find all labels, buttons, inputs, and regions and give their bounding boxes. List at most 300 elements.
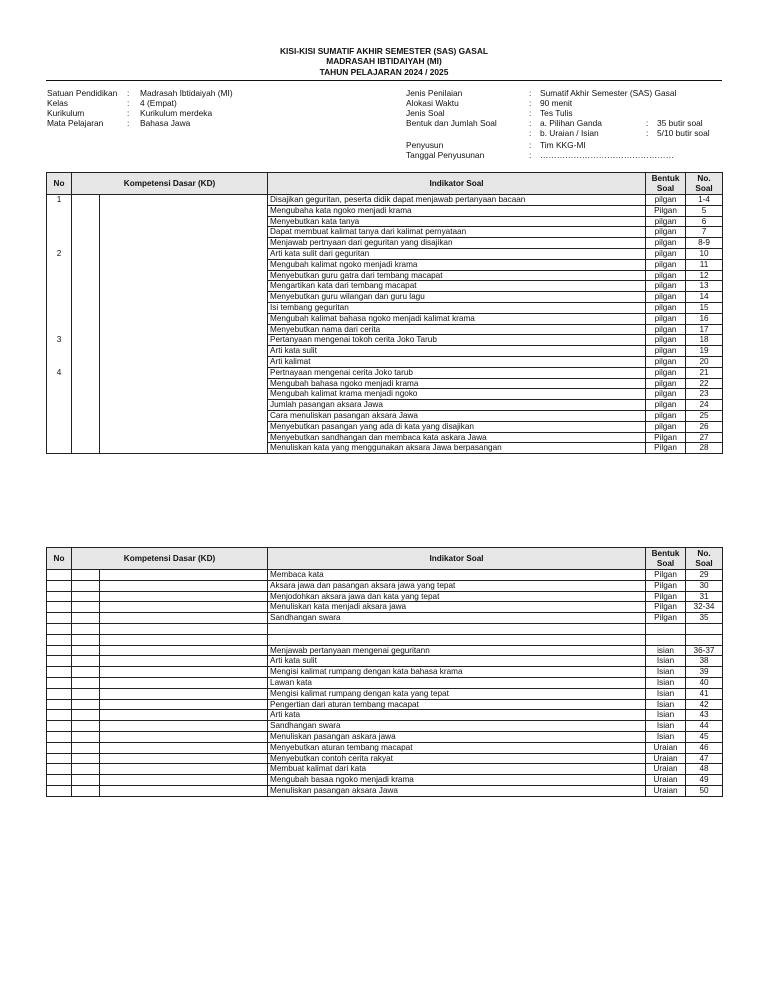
row-nomor: 11 (686, 259, 723, 270)
row-nomor: 46 (686, 742, 723, 753)
row-no (47, 775, 72, 786)
row-bentuk: pilgan (646, 389, 686, 400)
row-nomor: 31 (686, 591, 723, 602)
row-kd-detail (100, 688, 268, 699)
colon: : (529, 98, 532, 108)
row-kd (72, 785, 100, 796)
table-row (47, 356, 723, 367)
row-indikator: Mengubaha kata ngoko menjadi krama (268, 205, 646, 216)
row-nomor: 15 (686, 302, 723, 313)
table-row (47, 742, 723, 753)
row-indikator: Arti kata sulit dari geguritan (268, 248, 646, 259)
row-kd-detail (100, 570, 268, 581)
row-bentuk (646, 634, 686, 645)
row-indikator: Pengertian dari aturan tembang macapat (268, 699, 646, 710)
row-bentuk: Isian (646, 677, 686, 688)
row-no (47, 281, 72, 292)
row-indikator: Mengisi kalimat rumpang dengan kata yang tepat (268, 688, 646, 699)
row-nomor: 26 (686, 421, 723, 432)
row-no (47, 324, 72, 335)
table-row (47, 281, 723, 292)
row-indikator: Menuliskan pasangan askara jawa (268, 731, 646, 742)
row-indikator: Mengisi kalimat rumpang dengan kata bahasa krama (268, 667, 646, 678)
row-nomor: 12 (686, 270, 723, 281)
row-indikator: Menuliskan kata menjadi aksara jawa (268, 602, 646, 613)
info-label: Jenis Soal (406, 108, 445, 118)
row-kd (72, 623, 100, 634)
row-bentuk: Uraian (646, 742, 686, 753)
table-row (47, 753, 723, 764)
table-row (47, 335, 723, 346)
row-kd (72, 195, 100, 206)
row-kd-detail (100, 721, 268, 732)
row-indikator: Mengubah kalimat krama menjadi ngoko (268, 389, 646, 400)
table-row (47, 270, 723, 281)
row-bentuk: Isian (646, 731, 686, 742)
row-no (47, 302, 72, 313)
header-divider (46, 80, 722, 81)
table-row (47, 677, 723, 688)
row-kd (72, 205, 100, 216)
table-row (47, 259, 723, 270)
info-value: Madrasah Ibtidaiyah (MI) (140, 88, 233, 98)
colon: : (646, 118, 649, 128)
row-indikator: Menyebutkan kata tanya (268, 216, 646, 227)
row-nomor: 35 (686, 613, 723, 624)
row-kd (72, 645, 100, 656)
row-no (47, 667, 72, 678)
row-kd-detail (100, 324, 268, 335)
row-kd-detail (100, 356, 268, 367)
colon: : (529, 88, 532, 98)
table-row (47, 302, 723, 313)
row-indikator (268, 634, 646, 645)
info-label: Penyusun (406, 140, 444, 150)
row-kd (72, 667, 100, 678)
info-value: ………………………………………… (540, 150, 674, 160)
row-kd (72, 302, 100, 313)
row-kd (72, 613, 100, 624)
row-kd (72, 432, 100, 443)
row-kd-detail (100, 602, 268, 613)
row-kd (72, 753, 100, 764)
row-nomor: 23 (686, 389, 723, 400)
row-bentuk: pilgan (646, 378, 686, 389)
row-kd-detail (100, 764, 268, 775)
row-bentuk: Isian (646, 699, 686, 710)
row-kd (72, 677, 100, 688)
row-indikator: Mengubah basaa ngoko menjadi krama (268, 775, 646, 786)
row-kd-detail (100, 367, 268, 378)
row-kd-detail (100, 699, 268, 710)
row-kd-detail (100, 623, 268, 634)
row-no (47, 238, 72, 249)
info-value: a. Pilihan Ganda (540, 118, 602, 128)
row-indikator: Cara menuliskan pasangan aksara Jawa (268, 410, 646, 421)
table-row (47, 699, 723, 710)
row-nomor: 16 (686, 313, 723, 324)
info-value-count: 5/10 butir soal (657, 128, 710, 138)
row-bentuk: Pilgan (646, 602, 686, 613)
row-no (47, 645, 72, 656)
colon: : (646, 128, 649, 138)
row-bentuk: Uraian (646, 753, 686, 764)
row-kd-detail (100, 667, 268, 678)
header-bentuk: Bentuk Soal (646, 173, 686, 195)
row-no (47, 613, 72, 624)
row-bentuk: Isian (646, 667, 686, 678)
row-no (47, 580, 72, 591)
row-nomor: 6 (686, 216, 723, 227)
row-kd-detail (100, 645, 268, 656)
row-indikator: Mengubah kalimat bahasa ngoko menjadi kalimat krama (268, 313, 646, 324)
table-row (47, 410, 723, 421)
table-row (47, 432, 723, 443)
info-value-count: 35 butir soal (657, 118, 703, 128)
row-no (47, 753, 72, 764)
row-kd-detail (100, 591, 268, 602)
table-row (47, 292, 723, 303)
row-nomor: 38 (686, 656, 723, 667)
row-indikator: Arti kata sulit (268, 656, 646, 667)
row-indikator: Menyebutkan pasangan yang ada di kata yang disajikan (268, 421, 646, 432)
table-row (47, 443, 723, 454)
row-bentuk: pilgan (646, 410, 686, 421)
table-row (47, 580, 723, 591)
header-indikator: Indikator Soal (268, 173, 646, 195)
row-kd (72, 389, 100, 400)
row-no (47, 205, 72, 216)
row-indikator: Isi tembang geguritan (268, 302, 646, 313)
row-bentuk: pilgan (646, 195, 686, 206)
row-kd (72, 346, 100, 357)
table-row (47, 775, 723, 786)
table-row (47, 313, 723, 324)
row-indikator: Arti kalimat (268, 356, 646, 367)
row-kd (72, 656, 100, 667)
row-kd-detail (100, 346, 268, 357)
row-bentuk: Uraian (646, 785, 686, 796)
row-no (47, 623, 72, 634)
colon: : (529, 140, 532, 150)
info-left (47, 88, 377, 132)
row-indikator: Menyebutkan aturan tembang macapat (268, 742, 646, 753)
row-kd (72, 731, 100, 742)
table-row (47, 721, 723, 732)
row-kd-detail (100, 580, 268, 591)
row-bentuk: Pilgan (646, 432, 686, 443)
row-indikator: Menyebutkan nama dari cerita (268, 324, 646, 335)
row-kd (72, 292, 100, 303)
row-nomor: 39 (686, 667, 723, 678)
kisi-table-2 (46, 547, 723, 797)
row-indikator: Pertnayaan mengenai cerita Joko tarub (268, 367, 646, 378)
table-row (47, 367, 723, 378)
row-nomor: 1-4 (686, 195, 723, 206)
table-row (47, 248, 723, 259)
row-bentuk: Pilgan (646, 205, 686, 216)
row-kd (72, 634, 100, 645)
table-row (47, 227, 723, 238)
row-bentuk: pilgan (646, 281, 686, 292)
row-bentuk: pilgan (646, 313, 686, 324)
info-label: Mata Pelajaran (47, 118, 104, 128)
table-header-row (47, 548, 723, 570)
row-bentuk: pilgan (646, 248, 686, 259)
row-indikator: Membuat kalimat dari kata (268, 764, 646, 775)
row-no (47, 313, 72, 324)
row-kd-detail (100, 302, 268, 313)
row-kd-detail (100, 656, 268, 667)
row-no: 3 (47, 335, 72, 346)
table-row (47, 764, 723, 775)
header-no: No (47, 548, 72, 570)
title-line-3: TAHUN PELAJARAN 2024 / 2025 (319, 66, 449, 77)
row-bentuk: Pilgan (646, 580, 686, 591)
info-right (406, 88, 722, 162)
row-no (47, 688, 72, 699)
header-bentuk: Bentuk Soal (646, 548, 686, 570)
row-nomor: 45 (686, 731, 723, 742)
colon: : (529, 118, 532, 128)
row-bentuk: pilgan (646, 238, 686, 249)
row-indikator: Menyebutkan guru wilangan dan guru lagu (268, 292, 646, 303)
row-indikator: Menuliskan kata yang menggunakan aksara Jawa berpasangan (268, 443, 646, 454)
table-row (47, 238, 723, 249)
colon: : (529, 108, 532, 118)
title-line-2: MADRASAH IBTIDAIYAH (MI) (326, 56, 442, 67)
row-bentuk (646, 623, 686, 634)
row-kd (72, 721, 100, 732)
row-no: 2 (47, 248, 72, 259)
table-row (47, 216, 723, 227)
row-nomor: 21 (686, 367, 723, 378)
row-kd (72, 688, 100, 699)
table-row (47, 346, 723, 357)
row-kd-detail (100, 216, 268, 227)
row-indikator: Arti kata (268, 710, 646, 721)
row-kd (72, 710, 100, 721)
row-nomor: 49 (686, 775, 723, 786)
row-kd (72, 335, 100, 346)
row-no (47, 656, 72, 667)
row-kd-detail (100, 443, 268, 454)
row-bentuk: Pilgan (646, 443, 686, 454)
info-value: Sumatif Akhir Semester (SAS) Gasal (540, 88, 677, 98)
row-no (47, 216, 72, 227)
row-kd (72, 356, 100, 367)
row-kd-detail (100, 227, 268, 238)
row-no: 1 (47, 195, 72, 206)
row-nomor: 20 (686, 356, 723, 367)
row-kd-detail (100, 634, 268, 645)
info-value: Tim KKG-MI (540, 140, 586, 150)
table-header-row (47, 173, 723, 195)
row-bentuk: pilgan (646, 346, 686, 357)
row-no (47, 634, 72, 645)
row-kd-detail (100, 335, 268, 346)
row-kd (72, 270, 100, 281)
row-kd (72, 602, 100, 613)
row-kd (72, 400, 100, 411)
row-bentuk: Uraian (646, 775, 686, 786)
row-indikator: Menjodohkan aksara jawa dan kata yang tepat (268, 591, 646, 602)
row-bentuk: Pilgan (646, 591, 686, 602)
table-row (47, 421, 723, 432)
row-no (47, 346, 72, 357)
info-value: 4 (Empat) (140, 98, 177, 108)
row-kd (72, 764, 100, 775)
colon: : (529, 128, 532, 138)
row-no (47, 699, 72, 710)
row-nomor: 18 (686, 335, 723, 346)
row-indikator: Lawan kata (268, 677, 646, 688)
row-no (47, 410, 72, 421)
row-no (47, 731, 72, 742)
row-bentuk: pilgan (646, 356, 686, 367)
table-2-body (47, 570, 723, 797)
row-nomor: 50 (686, 785, 723, 796)
row-kd (72, 259, 100, 270)
row-kd-detail (100, 248, 268, 259)
row-indikator: Arti kata sulit (268, 346, 646, 357)
row-no (47, 591, 72, 602)
table-1-body (47, 195, 723, 454)
info-label: Tanggal Penyusunan (406, 150, 485, 160)
row-kd (72, 591, 100, 602)
row-nomor (686, 623, 723, 634)
row-no (47, 721, 72, 732)
row-no (47, 227, 72, 238)
table-row (47, 389, 723, 400)
row-bentuk: Isian (646, 688, 686, 699)
row-no (47, 570, 72, 581)
header-nomor: No. Soal (686, 548, 723, 570)
row-bentuk: pilgan (646, 324, 686, 335)
row-nomor: 36-37 (686, 645, 723, 656)
table-row (47, 688, 723, 699)
row-kd (72, 699, 100, 710)
row-no (47, 677, 72, 688)
row-no (47, 432, 72, 443)
table-row (47, 602, 723, 613)
row-kd-detail (100, 421, 268, 432)
row-kd (72, 238, 100, 249)
row-nomor: 41 (686, 688, 723, 699)
info-label: Kurikulum (47, 108, 85, 118)
row-bentuk: pilgan (646, 302, 686, 313)
row-kd (72, 580, 100, 591)
row-indikator: Membaca kata (268, 570, 646, 581)
header-indikator: Indikator Soal (268, 548, 646, 570)
row-nomor: 28 (686, 443, 723, 454)
row-no (47, 742, 72, 753)
row-no (47, 443, 72, 454)
row-kd-detail (100, 410, 268, 421)
colon: : (529, 150, 532, 160)
row-nomor: 5 (686, 205, 723, 216)
colon: : (127, 88, 130, 98)
row-nomor: 30 (686, 580, 723, 591)
header-kd: Kompetensi Dasar (KD) (72, 548, 268, 570)
row-nomor: 13 (686, 281, 723, 292)
row-bentuk: pilgan (646, 227, 686, 238)
row-indikator: Menuliskan pasangan aksara Jawa (268, 785, 646, 796)
row-indikator: Pertanyaan mengenai tokoh cerita Joko Tarub (268, 335, 646, 346)
row-bentuk: Pilgan (646, 570, 686, 581)
info-label: Kelas (47, 98, 68, 108)
row-nomor: 29 (686, 570, 723, 581)
table-row (47, 570, 723, 581)
row-kd (72, 570, 100, 581)
row-indikator: Menyebutkan guru gatra dari tembang macapat (268, 270, 646, 281)
row-no (47, 710, 72, 721)
table-row (47, 400, 723, 411)
row-nomor: 47 (686, 753, 723, 764)
row-bentuk: Isian (646, 710, 686, 721)
row-no: 4 (47, 367, 72, 378)
header-kd: Kompetensi Dasar (KD) (72, 173, 268, 195)
row-nomor: 48 (686, 764, 723, 775)
table-row (47, 205, 723, 216)
info-label: Bentuk dan Jumlah Soal (406, 118, 497, 128)
colon: : (127, 98, 130, 108)
row-indikator: Mengartikan kata dari tembang macapat (268, 281, 646, 292)
row-kd (72, 742, 100, 753)
table-row (47, 591, 723, 602)
row-kd-detail (100, 389, 268, 400)
row-nomor: 19 (686, 346, 723, 357)
row-kd-detail (100, 292, 268, 303)
row-indikator: Disajikan geguritan, peserta didik dapat menjawab pertanyaan bacaan (268, 195, 646, 206)
table-row (47, 710, 723, 721)
row-indikator: Menjawab pertnyaan dari geguritan yang disajikan (268, 238, 646, 249)
row-nomor: 27 (686, 432, 723, 443)
row-kd-detail (100, 400, 268, 411)
row-kd (72, 410, 100, 421)
row-bentuk: isian (646, 645, 686, 656)
row-bentuk: pilgan (646, 400, 686, 411)
table-row (47, 656, 723, 667)
info-value: Tes Tulis (540, 108, 573, 118)
row-bentuk: pilgan (646, 367, 686, 378)
row-nomor: 44 (686, 721, 723, 732)
row-indikator: Menyebutkan sandhangan dan membaca kata askara Jawa (268, 432, 646, 443)
row-indikator: Jumlah pasangan aksara Jawa (268, 400, 646, 411)
row-no (47, 356, 72, 367)
table-row (47, 645, 723, 656)
table-row (47, 195, 723, 206)
row-no (47, 389, 72, 400)
row-no (47, 292, 72, 303)
row-nomor: 8-9 (686, 238, 723, 249)
info-label: Alokasi Waktu (406, 98, 459, 108)
table-row (47, 623, 723, 634)
row-no (47, 259, 72, 270)
row-nomor: 17 (686, 324, 723, 335)
row-indikator: Menjawab pertanyaan mengenai geguritann (268, 645, 646, 656)
row-kd-detail (100, 378, 268, 389)
row-kd-detail (100, 753, 268, 764)
row-bentuk: pilgan (646, 216, 686, 227)
row-bentuk: pilgan (646, 259, 686, 270)
row-nomor: 25 (686, 410, 723, 421)
row-bentuk: pilgan (646, 292, 686, 303)
table-row (47, 634, 723, 645)
row-kd-detail (100, 238, 268, 249)
row-kd (72, 313, 100, 324)
row-kd (72, 248, 100, 259)
